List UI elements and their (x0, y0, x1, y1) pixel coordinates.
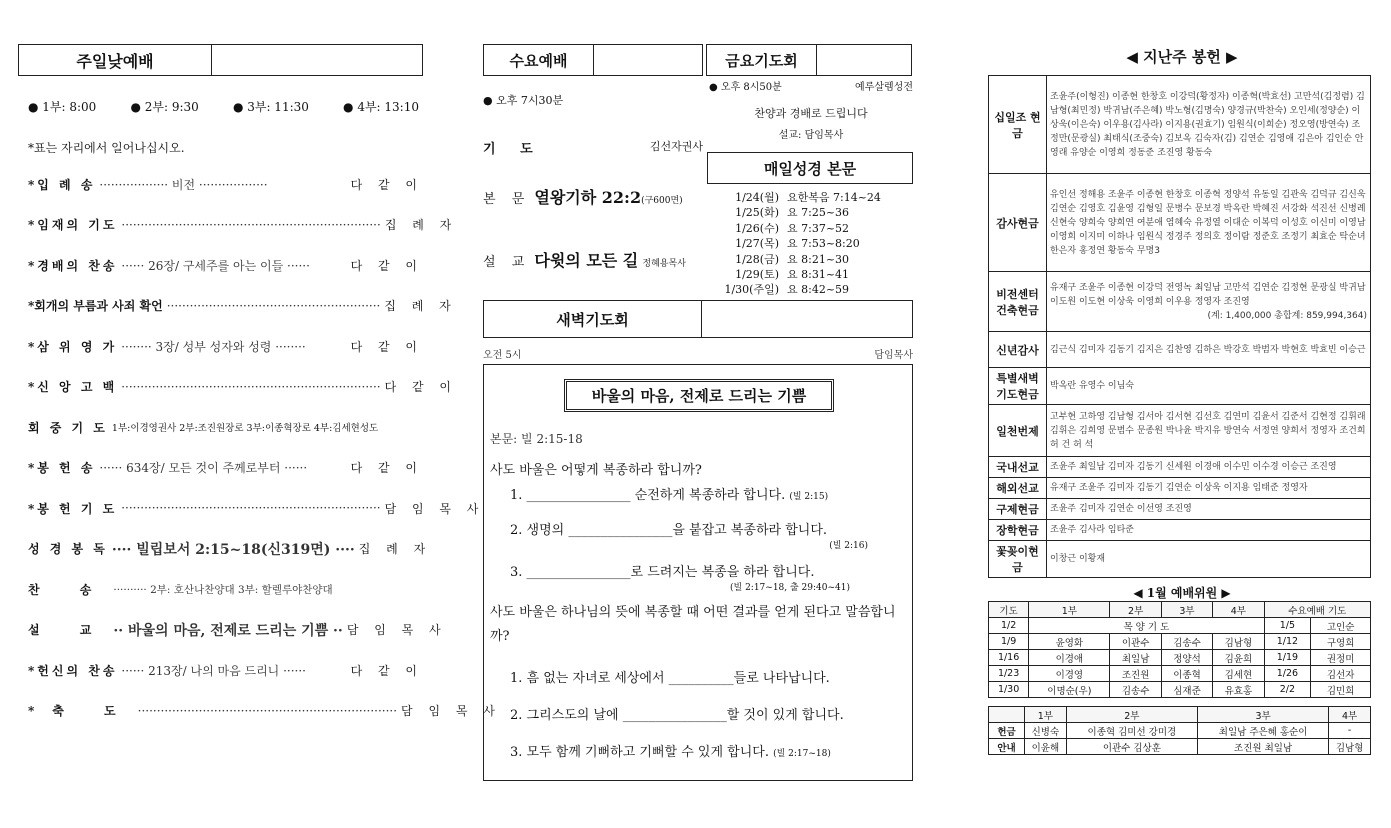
time-2: ● 2부: 9:30 (130, 100, 199, 114)
question-1: 사도 바울은 어떻게 복종하라 합니까? (490, 463, 702, 478)
order-leader: 다 같 이 (350, 339, 423, 354)
offering-total: (계: 1,400,000 총합계: 859,994,364) (1207, 310, 1367, 321)
offering-category: 구제현금 (989, 499, 1047, 520)
roster-cell: 1/23 (989, 666, 1029, 682)
order-label: *봉 헌 기 도 (28, 501, 118, 516)
reading-date: 1/25(화) (735, 206, 779, 220)
wednesday-text (483, 185, 703, 208)
roster-title: ◀ 1월 예배위원 ▶ (1133, 586, 1231, 600)
roster-cell: 1/2 (989, 618, 1029, 634)
wednesday-details (483, 92, 703, 271)
offering-row (989, 405, 1371, 457)
roster-cell: 김송수 (1161, 634, 1212, 650)
order-row (28, 164, 423, 205)
offering-category: 특별새벽 기도현금 (989, 368, 1047, 405)
roster-cell: 김남형 (1213, 634, 1264, 650)
roster-header-cell: 기도 (989, 602, 1029, 618)
duty-header-cell: 3부 (1197, 707, 1328, 723)
result-3-ref: (빌 2:17~18) (773, 749, 831, 759)
reading-date: 1/27(목) (735, 237, 779, 251)
offerings-table (988, 75, 1371, 578)
offering-row (989, 520, 1371, 541)
wednesday-sermon (483, 248, 703, 271)
roster-cell: 유효홍 (1213, 682, 1264, 698)
offering-row (989, 541, 1371, 578)
order-detail: ···································································· (121, 217, 381, 232)
order-row (28, 407, 423, 448)
roster-cell: 권정미 (1311, 650, 1371, 666)
order-leader: 담 임 목 사 (384, 501, 485, 516)
duty-header-cell: 4부 (1329, 707, 1371, 723)
roster-row (989, 618, 1371, 634)
order-label: *축 도 (28, 704, 134, 719)
offering-row (989, 499, 1371, 520)
reading-row (719, 205, 881, 220)
order-detail: ···································································· (137, 703, 398, 718)
roster-cell: 심재준 (1161, 682, 1212, 698)
duty-header-row (989, 707, 1371, 723)
order-detail: ······ 213장/ 나의 마음 드리니 ······ (121, 663, 306, 678)
roster-cell: 김송수 (1110, 682, 1161, 698)
offering-category: 비전센터 건축현금 (989, 272, 1047, 332)
order-detail: ·········· 2부: 호산나찬양대 3부: 할렐루야찬양대 (113, 583, 333, 596)
wednesday-time: ● 오후 7시30분 (483, 94, 564, 107)
daily-bible-title: 매일성경 본문 (707, 152, 913, 184)
order-label: *신 앙 고 백 (28, 380, 118, 395)
prayer-label: 기 도 (483, 142, 543, 157)
order-label: 찬 송 (28, 582, 110, 597)
roster-header-cell: 3부 (1161, 602, 1212, 618)
offering-names: 조윤주(이형진) 이종현 한창호 이강덕(황정자) 이종혁(박효선) 고만석(김정렴) 김남형(최민정) 박귀남(주은혜) 박노형(김명숙) 양경규(박찬숙) 오인세(정양순) 이상욱(이은숙) 이우용(김사라) 이지용(권효기) 임원식(이희순) 정오영(방연숙) 조정만(문광실) 최태식(조중숙) 김보옥 김숙자(김) 김연순 김영애 김은아 김인순 안영래 유양순 이영희 정동준 조진영 황동숙 (1047, 76, 1371, 174)
roster-cell: 이경영 (1029, 666, 1110, 682)
order-row (28, 650, 423, 691)
order-leader: 담 임 목 사 (401, 704, 501, 719)
order-leader: 집 례 자 (384, 299, 457, 314)
order-row (28, 529, 432, 570)
offering-category: 감사현금 (989, 174, 1047, 272)
roster-cell: 이관수 (1110, 634, 1161, 650)
order-row (28, 286, 457, 327)
wednesday-title: 수요예배 (484, 45, 594, 75)
roster-row (989, 634, 1371, 650)
duty-cell: 헌금 (989, 723, 1025, 739)
reading-row (719, 190, 881, 205)
reading-date: 1/26(수) (735, 221, 779, 235)
wednesday-prayer (483, 138, 703, 157)
roster-cell: 김민희 (1311, 682, 1371, 698)
roster-row (989, 650, 1371, 666)
reading-text: 요 8:42~59 (787, 283, 850, 297)
roster-cell: 윤영화 (1029, 634, 1110, 650)
roster-row (989, 682, 1371, 698)
daily-bible-readings (719, 190, 881, 298)
friday-header (706, 44, 912, 76)
offering-category: 꽃꽂이현금 (989, 541, 1047, 578)
offerings-column (988, 0, 1376, 755)
roster-cell: 1/26 (1264, 666, 1311, 682)
reading-text: 요 7:37~52 (787, 221, 850, 235)
order-label: *경배의 찬송 (28, 258, 118, 273)
order-detail: ······ 26장/ 구세주를 아는 이들 ······ (121, 258, 310, 273)
dawn-time: 오전 5시 (483, 350, 522, 361)
offering-names-text: 유재구 조윤주 이종현 이강덕 전영녹 최일남 고만석 김연순 김정현 문광실 박귀남 이도원 이도현 이상욱 이영희 이우용 정영자 조진영 (1050, 282, 1366, 307)
standing-note: *표는 자리에서 일어나십시오. (28, 141, 185, 155)
sunday-service-header (18, 44, 423, 76)
dawn-prayer-info (483, 346, 913, 361)
offering-names: 김근식 김미자 김동기 김지은 김찬영 김하은 박강호 박범자 박현호 박효빈 이승근 (1047, 332, 1371, 368)
time-4: ● 4부: 13:10 (343, 100, 419, 114)
sermon-value: 다윗의 모든 길 (534, 251, 639, 270)
roster-cell: 이명순(우) (1029, 682, 1110, 698)
roster-cell: 목 양 기 도 (1029, 618, 1264, 634)
reading-date: 1/28(금) (735, 252, 779, 266)
result-3-text: 3. 모두 함께 기뻐하고 기뻐할 수 있게 합니다. (510, 745, 769, 760)
order-of-worship (18, 164, 501, 731)
offering-names: 조윤주 김미자 김연순 이선영 조진영 (1047, 499, 1371, 520)
order-leader: 다 같 이 (384, 380, 457, 395)
roster-cell: 1/19 (1264, 650, 1311, 666)
offering-row (989, 174, 1371, 272)
answer-2-ref: (빌 2:16) (829, 541, 868, 551)
preacher: 정혜용목사 (642, 259, 686, 269)
order-leader: 집 례 자 (358, 542, 432, 557)
offering-category: 신년감사 (989, 332, 1047, 368)
sunday-service-title: 주일낮예배 (19, 45, 212, 75)
question-2: 사도 바울은 하나님의 뜻에 복종할 때 어떤 결과를 얻게 된다고 말씀합니까? (490, 605, 896, 644)
offering-row (989, 332, 1371, 368)
sermon-notes-text: 본문: 빌 2:15-18 (490, 432, 583, 446)
roster-cell: 조진원 (1110, 666, 1161, 682)
duty-cell: 김남형 (1329, 739, 1371, 755)
duty-cell: 이종혁 김미선 강미경 (1066, 723, 1197, 739)
time-3: ● 3부: 11:30 (232, 100, 309, 114)
order-row (28, 448, 423, 489)
order-leader: 담 임 목 사 (346, 623, 447, 638)
order-leader: 다 같 이 (350, 663, 423, 678)
reading-row (719, 282, 881, 297)
roster-cell: 김윤희 (1213, 650, 1264, 666)
friday-line2: 설교: 담임목사 (778, 130, 844, 141)
reading-date: 1/29(토) (735, 268, 779, 282)
offering-names: 유인선 정해용 조윤주 이종현 한창호 이종혁 정양석 유동일 김관욱 김덕규 김신욱 김연순 김영호 김윤영 김형일 문병수 문보경 박옥란 박혜진 서강화 석진선 신병례 신현숙 양희숙 양희연 여분애 염혜숙 유정열 이대순 이복덕 이성호 이신미 이영남 이영희 이지미 이하나 임원식 정경주 정의호 정이람 정준호 조정기 최효순 탁순녀 한은자 홍정연 황동숙 무명3 (1047, 174, 1371, 272)
duty-cell: 이관수 김상훈 (1066, 739, 1197, 755)
offering-row (989, 76, 1371, 174)
order-detail: ······ 634장/ 모든 것이 주께로부터 ······ (99, 461, 308, 476)
order-label: *봉 헌 송 (28, 461, 96, 476)
duty-cell: 신병숙 (1025, 723, 1067, 739)
duty-cell: 이윤해 (1025, 739, 1067, 755)
offering-names: 조윤주 김사라 임타준 (1047, 520, 1371, 541)
order-leader: 집 례 자 (384, 218, 458, 233)
reading-text: 요 7:25~36 (787, 206, 850, 220)
order-detail: ·················· 비전 ·················· (99, 177, 268, 192)
duty-cell: 조진원 최일남 (1197, 739, 1328, 755)
text-label: 본 문 (483, 192, 531, 207)
reading-text: 요 7:53~8:20 (787, 237, 860, 251)
offering-category: 장학현금 (989, 520, 1047, 541)
offering-names: 유재구 조윤주 김미자 김동기 김연순 이상욱 이지용 임태준 정영자 (1047, 478, 1371, 499)
roster-header-cell: 수요예배 기도 (1264, 602, 1370, 618)
reading-row (719, 252, 881, 267)
roster-header-row (989, 602, 1371, 618)
answer-1 (490, 484, 908, 503)
duty-row (989, 739, 1371, 755)
roster-cell: 김선자 (1311, 666, 1371, 682)
offering-row (989, 457, 1371, 478)
sermon-notes-box (483, 364, 913, 781)
roster-cell: 최일남 (1110, 650, 1161, 666)
roster-table (988, 601, 1371, 698)
roster-cell: 1/16 (989, 650, 1029, 666)
dawn-leader: 담임목사 (874, 350, 913, 361)
text-value: 열왕기하 22:2 (534, 188, 642, 207)
offering-row (989, 368, 1371, 405)
reading-row (719, 221, 881, 236)
offering-row (989, 272, 1371, 332)
order-label: *입 례 송 (28, 177, 96, 192)
order-row (28, 367, 457, 408)
order-leader: 다 같 이 (350, 177, 423, 192)
order-row (28, 569, 423, 610)
order-leader: 다 같 이 (350, 461, 423, 476)
result-1: 1. 흠 없는 자녀로 세상에서 __________들로 나타납니다. (510, 671, 830, 686)
duty-cell: 최일남 주은혜 홍순이 (1197, 723, 1328, 739)
friday-details (709, 78, 913, 141)
order-row (28, 245, 423, 286)
duty-row (989, 723, 1371, 739)
order-detail: 1부:이경영권사 2부:조진원장로 3부:이종혁장로 4부:김세현성도 (111, 423, 379, 435)
order-detail: ························································ (166, 298, 381, 313)
duty-header-cell: 1부 (1025, 707, 1067, 723)
offering-category: 해외선교 (989, 478, 1047, 499)
offerings-title: ◀ 지난주 봉헌 ▶ (1126, 48, 1238, 66)
wed-fri-headers (483, 44, 913, 76)
result-3 (490, 741, 908, 760)
roster-cell: 1/12 (1264, 634, 1311, 650)
duty-cell: 안내 (989, 739, 1025, 755)
roster-cell: 구영희 (1311, 634, 1371, 650)
reading-text: 요 8:21~30 (787, 252, 850, 266)
order-row (28, 326, 423, 367)
order-label: *헌신의 찬송 (28, 663, 118, 678)
offering-row (989, 478, 1371, 499)
reading-date: 1/24(월) (735, 191, 779, 204)
roster-header-cell: 2부 (1110, 602, 1161, 618)
friday-time-row (709, 78, 913, 93)
order-detail: ···································································· (121, 379, 381, 394)
reading-text: 요 8:31~41 (787, 268, 850, 282)
roster-row (989, 666, 1371, 682)
wednesday-header (483, 44, 703, 76)
order-row (28, 691, 501, 732)
order-detail: ···· 빌립보서 2:15~18(신319면) ···· (111, 541, 355, 558)
offering-category: 국내선교 (989, 457, 1047, 478)
order-label: 성 경 봉 독 (28, 542, 108, 557)
offering-category: 일천번제 (989, 405, 1047, 457)
reading-row (719, 236, 881, 251)
friday-place: 예루살렘성전 (855, 82, 913, 93)
time-1: ● 1부: 8:00 (28, 100, 97, 114)
order-label: *회개의 부름과 사죄 확언 (28, 299, 163, 314)
roster-cell: 정양석 (1161, 650, 1212, 666)
duty-header-cell (989, 707, 1025, 723)
offering-names: 이창근 이황재 (1047, 541, 1371, 578)
friday-title: 금요기도회 (707, 45, 817, 75)
dawn-prayer-header (483, 300, 913, 338)
order-label: 회 중 기 도 (28, 420, 108, 435)
roster-cell: 이경애 (1029, 650, 1110, 666)
roster-cell: 고인순 (1311, 618, 1371, 634)
reading-text: 요한복음 7:14~24 (787, 191, 881, 204)
reading-date: 1/30(주일) (724, 283, 779, 297)
result-2: 2. 그리스도의 날에 ________________할 것이 있게 합니다. (510, 708, 844, 723)
roster-cell: 1/5 (1264, 618, 1311, 634)
sunday-service-column (18, 0, 501, 731)
friday-line1: 찬양과 경배로 드립니다 (754, 107, 868, 120)
order-label: 설 교 (28, 623, 110, 638)
order-detail: ·· 바울의 마음, 전제로 드리는 기쁨 ·· (113, 622, 343, 639)
sermon-label: 설 교 (483, 255, 531, 270)
offering-category: 십일조 현금 (989, 76, 1047, 174)
roster-header-cell: 4부 (1213, 602, 1264, 618)
weekday-services-column (483, 0, 913, 828)
offering-names (1047, 272, 1371, 332)
order-detail: ···································································· (121, 501, 381, 516)
roster-cell: 김세현 (1213, 666, 1264, 682)
answer-3-ref: (빌 2:17~18, 출 29:40~41) (730, 583, 850, 593)
offering-names: 조윤주 최일남 김미자 김동기 신세원 이경애 이수민 이수경 이승근 조진영 (1047, 457, 1371, 478)
order-row (28, 488, 485, 529)
prayer-person: 김선자권사 (649, 140, 703, 153)
answer-2: 2. 생명의 ________________을 붙잡고 복종하라 합니다. (510, 523, 828, 538)
duty-table (988, 706, 1371, 755)
duty-header-cell: 2부 (1066, 707, 1197, 723)
sermon-notes-title: 바울의 마음, 전제로 드리는 기쁨 (564, 379, 834, 412)
roster-cell: 1/30 (989, 682, 1029, 698)
order-detail: ········ 3장/ 성부 성자와 성령 ········ (121, 339, 306, 354)
roster-header-cell: 1부 (1029, 602, 1110, 618)
order-leader: 다 같 이 (350, 258, 423, 273)
dawn-prayer-title: 새벽기도회 (484, 301, 702, 337)
friday-time: ● 오후 8시50분 (709, 82, 782, 93)
roster-cell: 1/9 (989, 634, 1029, 650)
roster-cell: 이종혁 (1161, 666, 1212, 682)
offering-names: 고부현 고하영 김남형 김서아 김서현 김선호 김연미 김윤서 김준서 김현정 김휘래 김휘은 김희영 문범수 문종원 박나윤 박지유 방연숙 서정연 양희서 정영자 조건희 허 건 허 석 (1047, 405, 1371, 457)
answer-3: 3. ________________로 드려지는 복종을 하라 합니다. (510, 565, 815, 580)
order-row (28, 205, 458, 246)
roster-cell: 2/2 (1264, 682, 1311, 698)
answer-1-ref: (빌 2:15) (789, 492, 829, 502)
offering-names: 박옥란 유영수 이님숙 (1047, 368, 1371, 405)
reading-row (719, 267, 881, 282)
answer-1-text: 1. ________________ 순전하게 복종하라 합니다. (510, 488, 786, 503)
duty-cell: - (1329, 723, 1371, 739)
order-label: *임재의 기도 (28, 218, 118, 233)
order-row (28, 610, 447, 651)
text-page: (구600면) (641, 196, 683, 206)
service-times (18, 98, 423, 115)
order-label: *삼 위 영 가 (28, 339, 118, 354)
